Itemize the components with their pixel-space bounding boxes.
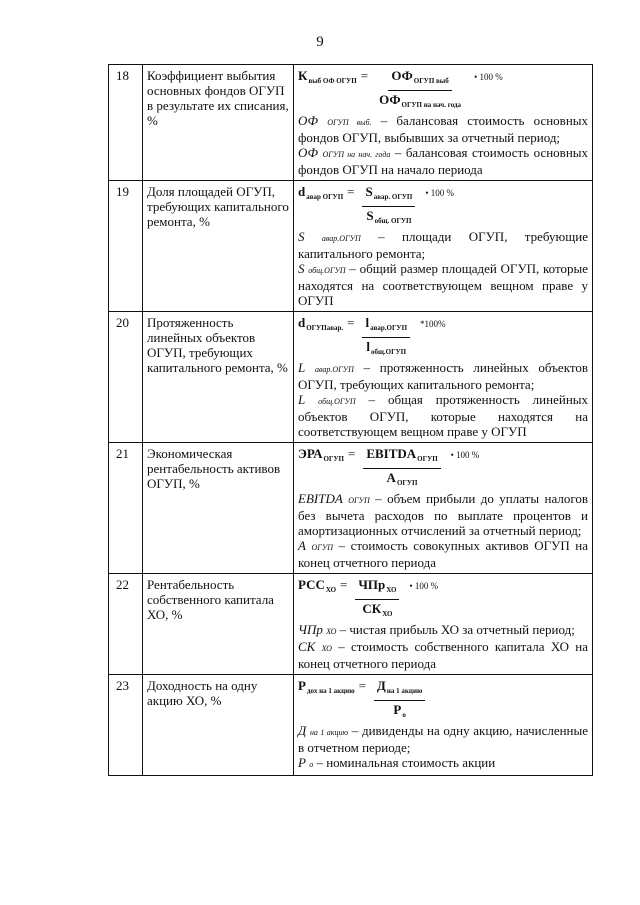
denominator-symbol: Р <box>393 702 402 717</box>
formula-cell <box>294 675 593 776</box>
formula <box>298 68 588 113</box>
variable-symbol: ОФ <box>298 145 319 160</box>
formula-lhs <box>298 678 355 693</box>
formula-multiplier: • 100 % <box>450 450 480 460</box>
denominator-symbol: СК <box>362 601 382 616</box>
variable-description: – объем прибыли до уплаты налогов без вычета расходов по выплате процентов и амортизационных отчислений за отчетный период; <box>298 491 588 538</box>
variable-symbol: S <box>298 229 305 244</box>
row-number: 22 <box>109 574 143 675</box>
variable-subscript: ХО <box>326 627 337 636</box>
formula-denominator <box>359 600 395 622</box>
variable-subscript: ОГУП <box>348 496 370 505</box>
formula-lhs <box>298 68 357 83</box>
formula <box>298 446 588 491</box>
indicator-name: Протяженность линейных объектов ОГУП, требующих капитального ремонта, % <box>143 312 294 443</box>
variable-symbol: L <box>298 392 306 407</box>
denominator-symbol: l <box>366 339 370 354</box>
formula-cell <box>294 443 593 574</box>
variable-definition <box>298 113 588 145</box>
variable-description: – балансовая стоимость основных фондов ОГУП на начало периода <box>298 145 589 177</box>
numerator-symbol: l <box>365 315 370 330</box>
formula-denominator <box>384 469 421 491</box>
variable-description: – общий размер площадей ОГУП, которые находятся на соответствующем вещном праве у ОГУП <box>298 261 588 308</box>
indicator-name: Доля площадей ОГУП, требующих капитального ремонта, % <box>143 181 294 312</box>
formula-lhs <box>298 184 343 199</box>
formula-denominator <box>390 701 408 723</box>
formula-numerator <box>363 446 440 469</box>
numerator-subscript: авар. ОГУП <box>373 193 413 201</box>
indicator-name: Экономическая рентабельность активов ОГУП, % <box>143 443 294 574</box>
variable-definition <box>298 145 588 177</box>
table-row <box>109 574 593 675</box>
variable-description: – протяженность линейных объектов ОГУП, требующих капитального ремонта; <box>298 360 588 392</box>
numerator-symbol: Д <box>376 678 386 693</box>
row-number: 23 <box>109 675 143 776</box>
indicator-name: Коэффициент выбытия основных фондов ОГУП в результате их списания, % <box>143 65 294 181</box>
formula-numerator <box>362 184 415 207</box>
formula <box>298 315 588 360</box>
variable-definition <box>298 755 588 772</box>
table-row <box>109 65 593 181</box>
variable-definition <box>298 229 588 261</box>
formula-fraction <box>363 446 440 491</box>
denominator-subscript: ОГУП на нач. года <box>401 101 462 109</box>
formula-fraction <box>355 577 399 622</box>
formula <box>298 678 588 723</box>
formula-lhs-symbol: РСС <box>298 577 325 592</box>
variable-description: – стоимость совокупных активов ОГУП на конец отчетного периода <box>298 538 588 570</box>
formula-denominator <box>363 338 409 360</box>
denominator-symbol: А <box>386 470 396 485</box>
variable-symbol: ОФ <box>298 113 319 128</box>
variable-subscript: ОГУП <box>311 543 333 552</box>
formula-cell <box>294 181 593 312</box>
denominator-subscript: ХО <box>382 610 393 618</box>
variable-description: – стоимость собственного капитала ХО на конец отчетного периода <box>298 639 589 671</box>
formula-denominator <box>376 91 464 113</box>
variable-subscript: авар.ОГУП <box>321 234 361 243</box>
formula-lhs-symbol: d <box>298 315 306 330</box>
formula-lhs <box>298 446 344 461</box>
formula-lhs-symbol: d <box>298 184 306 199</box>
formula-multiplier: • 100 % <box>425 188 455 198</box>
variable-subscript: ХО <box>321 644 332 653</box>
variable-subscript: на 1 акцию <box>309 728 349 737</box>
variable-definition <box>298 491 588 538</box>
indicator-name: Доходность на одну акцию ХО, % <box>143 675 294 776</box>
formula-lhs-subscript: выб ОФ ОГУП <box>308 77 357 85</box>
numerator-symbol: EBITDA <box>366 446 417 461</box>
denominator-subscript: ОГУП <box>396 479 418 487</box>
variable-subscript: общ.ОГУП <box>308 266 346 275</box>
variable-definition <box>298 639 588 671</box>
variable-description: – дивиденды на одну акцию, начисленные в отчетном периоде; <box>298 723 589 755</box>
indicators-table <box>108 64 593 776</box>
formula-fraction <box>374 678 425 723</box>
variable-definition <box>298 261 588 308</box>
formula-fraction <box>362 315 410 360</box>
equals-sign: = <box>347 315 355 330</box>
equals-sign: = <box>347 446 356 461</box>
variable-description: – номинальная стоимость акции <box>313 755 496 770</box>
indicator-name: Рентабельность собственного капитала ХО, % <box>143 574 294 675</box>
variable-description: – общая протяженность линейных объектов ОГУП, которые находятся на соответствующем вещном праве у ОГУП <box>298 392 589 439</box>
variable-subscript: авар.ОГУП <box>314 365 354 374</box>
formula-numerator <box>374 678 425 701</box>
variable-subscript: ОГУП выб. <box>327 118 372 127</box>
variable-definition <box>298 723 588 755</box>
variable-symbol: EBITDA <box>298 491 343 506</box>
variable-description: – площади ОГУП, требующие капитального ремонта; <box>298 229 588 261</box>
numerator-symbol: ОФ <box>391 68 413 83</box>
formula-lhs-symbol: Р <box>298 678 306 693</box>
variable-symbol: А <box>298 538 306 553</box>
formula-multiplier: • 100 % <box>474 72 503 82</box>
numerator-subscript: ОГУП <box>417 455 438 463</box>
formula-fraction <box>376 68 464 113</box>
equals-sign: = <box>347 184 355 199</box>
denominator-subscript: общ.ОГУП <box>370 348 407 356</box>
variable-symbol: L <box>298 360 306 375</box>
variable-symbol: СК <box>298 639 316 654</box>
numerator-symbol: ЧПр <box>358 577 386 592</box>
formula-lhs-subscript: ОГУП <box>323 455 344 463</box>
numerator-symbol: S <box>365 184 373 199</box>
page-number: 9 <box>316 34 324 50</box>
variable-subscript: о <box>309 760 314 769</box>
formula-cell <box>294 312 593 443</box>
formula-lhs-subscript: ХО <box>325 586 337 594</box>
table-row <box>109 312 593 443</box>
variable-definition <box>298 622 588 639</box>
variable-symbol: Д <box>298 723 307 738</box>
formula-lhs-subscript: авар ОГУП <box>306 193 344 201</box>
formula-numerator <box>362 315 410 338</box>
formula-multiplier: *100% <box>420 319 446 329</box>
row-number: 18 <box>109 65 143 181</box>
variable-symbol: S <box>298 261 305 276</box>
formula <box>298 184 588 229</box>
formula-lhs-symbol: ЭРА <box>298 446 323 461</box>
formula-numerator <box>388 68 451 91</box>
numerator-subscript: на 1 акцию <box>386 687 423 695</box>
denominator-symbol: ОФ <box>379 92 401 107</box>
denominator-subscript: о <box>402 711 406 719</box>
formula-denominator <box>363 207 414 229</box>
variable-symbol: Р <box>298 755 306 770</box>
formula-multiplier: • 100 % <box>409 581 439 591</box>
formula-cell <box>294 574 593 675</box>
numerator-subscript: ОГУП выб <box>413 77 449 85</box>
table-row <box>109 443 593 574</box>
formula-lhs-subscript: ОГУПавар. <box>306 324 344 332</box>
variable-definition <box>298 538 588 570</box>
formula-lhs <box>298 577 336 592</box>
row-number: 19 <box>109 181 143 312</box>
variable-definition <box>298 392 588 439</box>
table-row <box>109 181 593 312</box>
variable-subscript: ОГУП на нач. года <box>322 150 391 159</box>
equals-sign: = <box>360 68 369 83</box>
formula-fraction <box>362 184 415 229</box>
formula-lhs-subscript: дох на 1 акцию <box>306 687 355 695</box>
formula-lhs-symbol: К <box>298 68 308 83</box>
numerator-subscript: ХО <box>386 586 397 594</box>
variable-description: – балансовая стоимость основных фондов ОГУП, выбывших за отчетный период; <box>298 113 589 145</box>
formula-lhs <box>298 315 343 330</box>
numerator-subscript: авар.ОГУП <box>370 324 408 332</box>
row-number: 20 <box>109 312 143 443</box>
variable-definition <box>298 360 588 392</box>
row-number: 21 <box>109 443 143 574</box>
denominator-symbol: S <box>366 208 374 223</box>
variable-description: – чистая прибыль ХО за отчетный период; <box>336 622 575 637</box>
formula-cell <box>294 65 593 181</box>
equals-sign: = <box>358 678 366 693</box>
equals-sign: = <box>340 577 348 592</box>
denominator-subscript: общ. ОГУП <box>374 217 412 225</box>
variable-subscript: общ.ОГУП <box>318 397 356 406</box>
formula-numerator <box>355 577 399 600</box>
table-row <box>109 675 593 776</box>
variable-symbol: ЧПр <box>298 622 323 637</box>
formula <box>298 577 588 622</box>
